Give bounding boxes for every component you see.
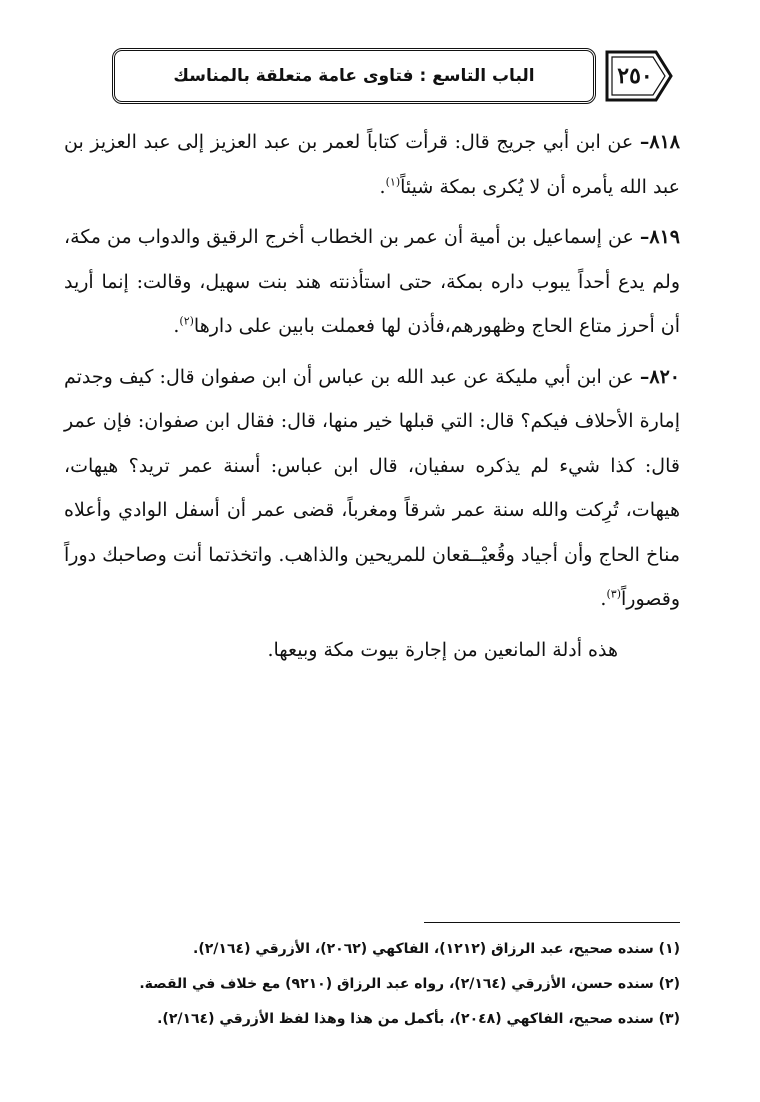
footnote-1: (١) سنده صحيح، عبد الرزاق (١٢١٢)، الفاكهي (٢٠٦٢)، الأزرقي (٢/١٦٤). [193, 941, 680, 957]
entry-818 [64, 120, 680, 209]
entry-819 [64, 215, 680, 349]
entry-end: . [379, 175, 386, 198]
entry-number: ٨٢٠– [639, 365, 681, 388]
entry-number: ٨١٩– [639, 226, 680, 248]
main-text [64, 120, 680, 678]
entry-text: عن إسماعيل بن أمية أن عمر بن الخطاب أخرج الرقيق والدواب من مكة، ولم يدع أحداً يبوب داره بمكة، حتى استأذنته هند بنت سهيل، وقالت: إنما أريد أن أحرز متاع الحاج وظهورهم،فأذن لها فعملت بابين على دارها [64, 226, 680, 337]
footnote-2: (٢) سنده حسن، الأزرقي (٢/١٦٤)، رواه عبد الرزاق (٩٢١٠) مع خلاف في القصة. [139, 976, 680, 992]
entry-text: عن ابن أبي مليكة عن عبد الله بن عباس أن ابن صفوان قال: كيف وجدتم إمارة الأحلاف فيكم؟ قال: التي قبلها خير منها، قال: فقال ابن صفوان: فإن عمر قال: كذا شيء لم يذكره سفيان، قال ابن عباس: أسنة عمر تريد؟ هيهات، هيهات، تُرِكت والله سنة عمر شرقاً ومغرباً، قضى عمر أن أسفل الوادي وأعلاه مناخ الحاج وأن أجياد وقُعيْــقعان للمريحين والذاهب. واتخذتما أنت وصاحبك دوراً وقصوراً [64, 365, 680, 610]
chapter-title: الباب التاسع : فتاوى عامة متعلقة بالمناسك [173, 66, 535, 86]
footnote-separator [424, 922, 680, 923]
entry-end: . [600, 588, 607, 610]
footnote-3: (٣) سنده صحيح، الفاكهي (٢٠٤٨)، بأكمل من هذا وهذا لفظ الأزرقي (٢/١٦٤). [157, 1011, 680, 1027]
running-header [112, 48, 680, 108]
entry-number: ٨١٨– [639, 131, 680, 153]
footnotes [60, 932, 680, 1037]
page-number-badge [604, 50, 674, 102]
chapter-title-frame [112, 48, 596, 104]
footnote-ref: (١) [385, 175, 401, 189]
entry-text: عن ابن أبي جريج قال: قرأت كتاباً لعمر بن عبد العزيز إلى عبد العزيز بن عبد الله يأمره أن لا يُكرى بمكة شيئاً [64, 131, 680, 198]
entry-end: . [173, 315, 180, 337]
footnote-ref: (٢) [179, 314, 194, 328]
closing-sentence: هذه أدلة المانعين من إجارة بيوت مكة وبيعها. [267, 638, 618, 661]
footnote-ref: (٣) [606, 587, 621, 601]
entry-820 [64, 355, 680, 622]
page-number: ٢٥٠ [617, 63, 653, 89]
